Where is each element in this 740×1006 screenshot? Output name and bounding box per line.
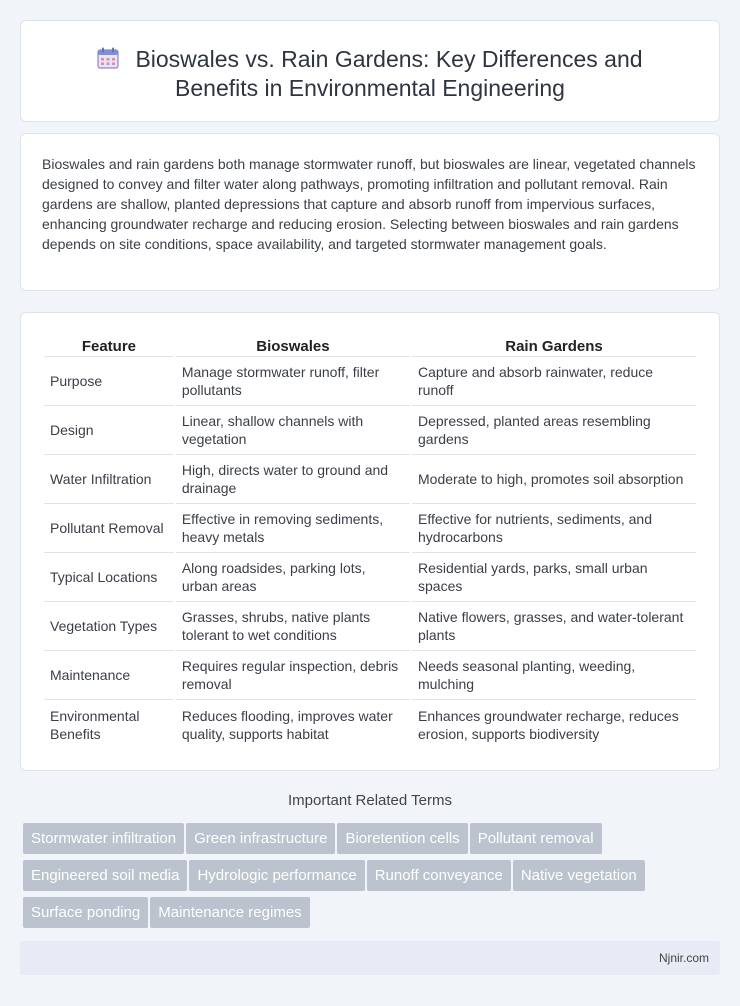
term-tag[interactable]: Runoff conveyance: [367, 860, 511, 891]
footer-bar: [20, 941, 720, 975]
rain-gardens-cell: Native flowers, grasses, and water-tolerant plants: [412, 602, 696, 651]
rain-gardens-cell: Enhances groundwater recharge, reduces erosion, supports biodiversity: [418, 707, 679, 742]
header-feature: Feature: [44, 333, 174, 357]
title-line-2: Benefits in Environmental Engineering: [175, 75, 565, 101]
rain-gardens-cell: Residential yards, parks, small urban spaces: [412, 553, 696, 602]
feature-cell: Purpose: [44, 357, 174, 406]
feature-cell: Pollutant Removal: [44, 504, 174, 553]
rain-gardens-cell: Needs seasonal planting, weeding, mulching: [412, 651, 696, 700]
table-row: [44, 357, 696, 406]
table-row: [44, 700, 696, 749]
table-row: [44, 553, 696, 602]
rain-gardens-cell: Depressed, planted areas resembling gardens: [412, 406, 696, 455]
table-header-row: [44, 333, 696, 357]
related-terms-list: [23, 823, 713, 934]
feature-cell: Environmental Benefits: [50, 707, 140, 742]
bioswales-cell: Requires regular inspection, debris removal: [176, 651, 410, 700]
bioswales-cell: Grasses, shrubs, native plants tolerant to wet conditions: [176, 602, 410, 651]
feature-cell: Vegetation Types: [44, 602, 174, 651]
bioswales-cell: Linear, shallow channels with vegetation: [176, 406, 410, 455]
table-row: [44, 406, 696, 455]
intro-paragraph: Bioswales and rain gardens both manage stormwater runoff, but bioswales are linear, vegetated channels designed to convey and filter water along pathways, promoting infiltration and pollutant removal. Rain gardens are shallow, planted depressions that capture and absorb runoff from impervious surfaces, enhancing groundwater recharge and reducing erosion. Selecting between bioswales and rain gardens depends on site conditions, space availability, and targeted stormwater management goals.: [42, 156, 696, 253]
header-rain-gardens: Rain Gardens: [412, 333, 696, 357]
term-tag[interactable]: Native vegetation: [513, 860, 645, 891]
feature-cell: Typical Locations: [44, 553, 174, 602]
title-card: [20, 20, 720, 122]
table-row: [44, 602, 696, 651]
term-tag[interactable]: Bioretention cells: [337, 823, 467, 854]
bioswales-cell: Along roadsides, parking lots, urban areas: [176, 553, 410, 602]
rain-gardens-cell: Capture and absorb rainwater, reduce runoff: [412, 357, 696, 406]
term-tag[interactable]: Hydrologic performance: [189, 860, 364, 891]
feature-cell: Design: [44, 406, 174, 455]
bioswales-cell: Manage stormwater runoff, filter pollutants: [176, 357, 410, 406]
page-title: [21, 45, 719, 103]
feature-cell: Water Infiltration: [44, 455, 174, 504]
term-tag[interactable]: Surface ponding: [23, 897, 148, 928]
comparison-card: [20, 312, 720, 771]
footer-site-link[interactable]: Njnir.com: [658, 951, 709, 965]
bioswales-cell: Effective in removing sediments, heavy metals: [176, 504, 410, 553]
comparison-table: [42, 333, 698, 749]
feature-cell: Maintenance: [44, 651, 174, 700]
rain-gardens-cell: Effective for nutrients, sediments, and hydrocarbons: [412, 504, 696, 553]
title-line-1: Bioswales vs. Rain Gardens: Key Differences and: [135, 46, 643, 72]
rain-gardens-cell: Moderate to high, promotes soil absorption: [412, 455, 696, 504]
term-tag[interactable]: Stormwater infiltration: [23, 823, 184, 854]
term-tag[interactable]: Engineered soil media: [23, 860, 187, 891]
term-tag[interactable]: Pollutant removal: [470, 823, 602, 854]
term-tag[interactable]: Green infrastructure: [186, 823, 335, 854]
intro-card: [20, 133, 720, 291]
table-row: [44, 504, 696, 553]
calendar-icon: [97, 47, 119, 69]
table-row: [44, 651, 696, 700]
term-tag[interactable]: Maintenance regimes: [150, 897, 309, 928]
related-terms-heading: Important Related Terms: [288, 792, 452, 809]
bioswales-cell: Reduces flooding, improves water quality, supports habitat: [181, 707, 393, 742]
table-row: [44, 455, 696, 504]
bioswales-cell: High, directs water to ground and drainage: [176, 455, 410, 504]
header-bioswales: Bioswales: [176, 333, 410, 357]
